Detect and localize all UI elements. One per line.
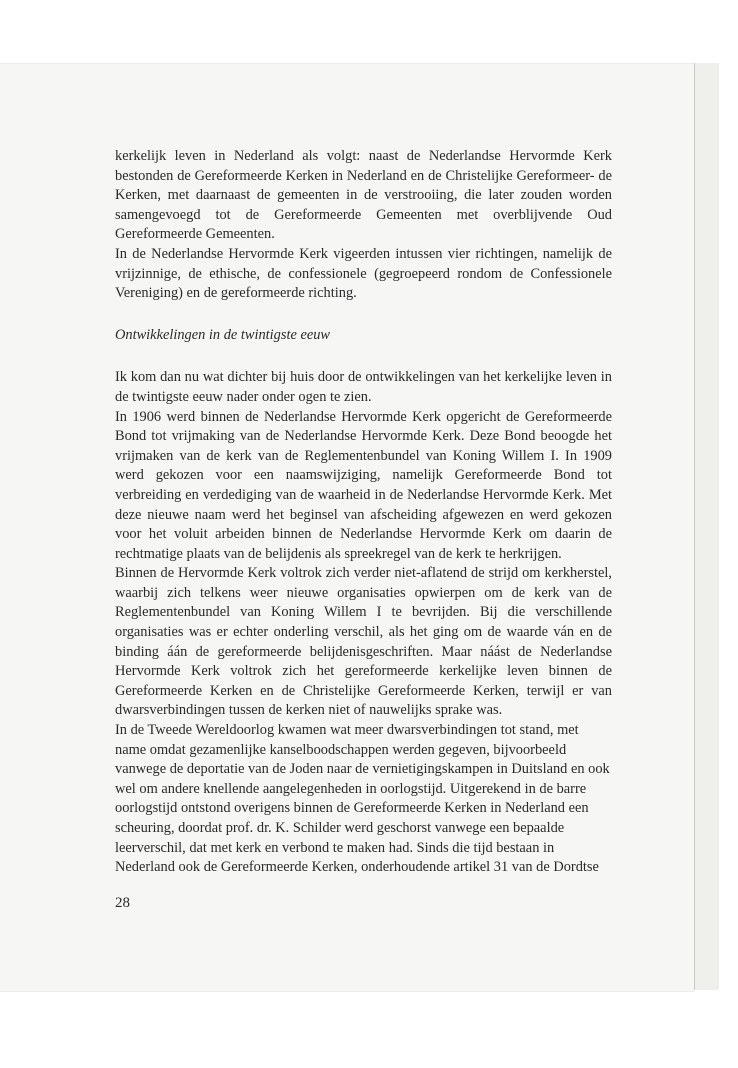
text-line: ook wel om andere knellende aangelegenheden in oorlogstijd. Uitgerekend in de bbox=[115, 761, 610, 797]
text-line: Binnen de Hervormde Kerk voltrok zich verder niet-aflatend de strijd om bbox=[115, 565, 541, 582]
text-line: daarin de rechtmatige plaats van de belijdenis als spreekregel van de kerk te bbox=[115, 526, 612, 562]
text-line: vanwege de deportatie van de Joden naar de vernietigingskampen in Duitsland en bbox=[115, 761, 585, 778]
text-line: van de Reglementenbundel van Koning Willem I te bevrijden. Bij die verschillende bbox=[115, 584, 612, 621]
text-line: verbreiding en verdediging van de waarheid in de Nederlandse Hervormde Kerk. bbox=[115, 486, 585, 503]
text-line: Met deze nieuwe naam werd het beginsel van afscheiding afgewezen en werd bbox=[115, 486, 612, 523]
text-line: kerkelijk leven in Nederland als volgt: naast de Nederlandse Hervormde Kerk bbox=[115, 148, 612, 164]
text-line: in de twintigste eeuw nader onder ogen te zien. bbox=[115, 369, 612, 405]
text-line: In de Tweede Wereldoorlog kwamen wat meer dwarsverbindingen tot stand, met bbox=[115, 722, 579, 739]
text-line: Gereformeerde Gemeenten. bbox=[115, 226, 275, 243]
text-line: de Kerken, met daarnaast de gemeenten in de verstrooiing, die later zouden worden bbox=[115, 167, 612, 204]
section-heading: Ontwikkelingen in de twintigste eeuw bbox=[115, 326, 331, 343]
text-line: Vereniging) en de gereformeerde richting. bbox=[115, 285, 357, 302]
text-line: Bond tot vrijmaking van de Nederlandse Hervormde Kerk. Deze Bond beoogde bbox=[115, 428, 590, 445]
paragraph-kerkherstel bbox=[115, 564, 612, 721]
text-line: dwarsverbindingen tussen de kerken niet of nauwelijks sprake was. bbox=[115, 702, 503, 719]
text-line: In 1906 werd binnen de Nederlandse Hervormde Kerk opgericht de Gereformeerde bbox=[115, 408, 612, 425]
text-line: 1909 werd gekozen voor een naamswijziging, namelijk Gereformeerde Bond tot bbox=[115, 447, 612, 484]
page-edge bbox=[694, 63, 719, 990]
text-line: kerkherstel, waarbij zich telkens weer nieuwe organisaties opwierpen om de kerk bbox=[115, 565, 612, 601]
text-line: Ik kom dan nu wat dichter bij huis door de ontwikkelingen van het kerkelijke leven bbox=[115, 369, 597, 386]
text-line: bestonden de Gereformeerde Kerken in Nederland en de Christelijke Gereformeer- bbox=[115, 167, 595, 184]
page-number: 28 bbox=[115, 895, 130, 911]
text-line: leerverschil, dat met kerk en verbond te maken had. Sinds die tijd bestaan in bbox=[115, 839, 555, 856]
text-line: herkrijgen. bbox=[499, 545, 562, 562]
text-line: Gereformeerde Kerken en de Christelijke Gereformeerde Kerken, terwijl er van bbox=[115, 682, 612, 699]
text-line: barre oorlogstijd ontstond overigens binnen de Gereformeerde Kerken in Nederland bbox=[115, 780, 587, 817]
paragraph-wereldoorlog bbox=[115, 721, 612, 878]
text-line: de binding áán de gereformeerde belijdenisgeschriften. Maar náást de Nederlandse bbox=[115, 624, 612, 660]
paragraph-gereformeerde-bond bbox=[115, 408, 612, 565]
text-line: In de Nederlandse Hervormde Kerk vigeerden intussen vier richtingen, namelijk bbox=[115, 245, 594, 262]
text-line: samengevoegd tot de Gereformeerde Gemeenten met overblijvende Oud bbox=[115, 206, 612, 223]
text-line: gekozen voor het voluit arbeiden binnen de Nederlandse Hervormde Kerk om bbox=[115, 506, 612, 543]
text-line: een scheuring, doordat prof. dr. K. Schilder werd geschorst vanwege een bepaalde bbox=[115, 800, 589, 836]
paragraph-denominations bbox=[115, 147, 612, 245]
text-line: name omdat gezamenlijke kanselboodschappen werden gegeven, bijvoorbeeld bbox=[115, 741, 567, 758]
text-line: het vrijmaken van de kerk van de Reglementenbundel van Koning Willem I. In bbox=[115, 428, 612, 464]
text-line: de vrijzinnige, de ethische, de confessionele (gegroepeerd rondom de Confessionele bbox=[115, 245, 612, 282]
paragraph-intro bbox=[115, 368, 612, 407]
text-line: Hervormde Kerk voltrok zich het gereformeerde kerkelijke leven binnen de bbox=[115, 663, 612, 680]
text-line: organisaties was er echter onderling verschil, als het ging om de waarde ván en bbox=[115, 624, 594, 641]
paragraph-richtingen bbox=[115, 245, 612, 304]
text-line: Nederland ook de Gereformeerde Kerken, onderhoudende artikel 31 van de Dordtse bbox=[115, 859, 599, 876]
page-body bbox=[115, 147, 612, 878]
